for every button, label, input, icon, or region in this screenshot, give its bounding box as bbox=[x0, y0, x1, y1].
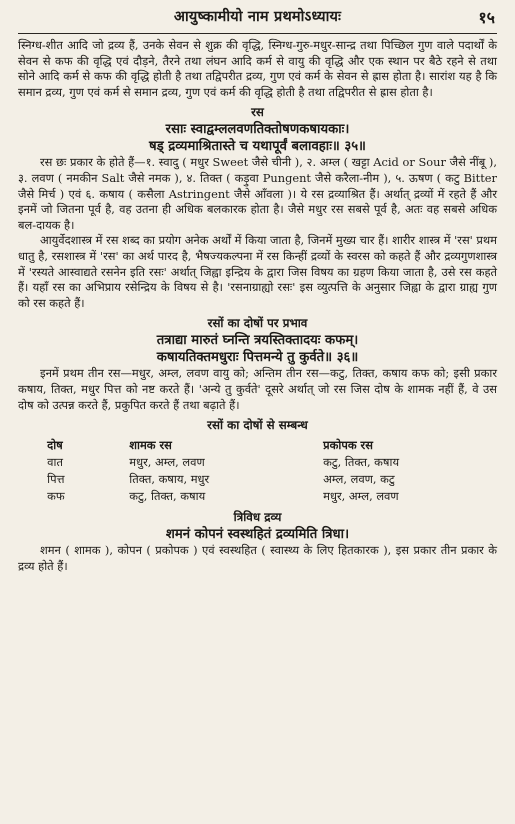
rasa-paragraph-2: आयुर्वेदशास्त्र में रस शब्द का प्रयोग अनेक अर्थों में किया जाता है, जिनमें मुख्य चार हैं। शारीर शास्त्र में 'रस' प्रथम धातु है, रसशास्त्र में 'रस' का अर्थ पारद है, भैषज्यकल्पना में रस किन्हीं द्रव्यों के स्वरस को कहते हैं और द्रव्यगुणशास्त्र में 'रस्यते आस्वाद्यते रसनेन इति रसः' अर्थात् जिह्वा इन्द्रिय के द्वारा जिस विषय का ग्रहण किया जाता है, उसे रस कहते हैं। यहाँ रस का अभिप्राय रसेन्द्रिय के विषय से है। 'रसनाग्राह्यो रसः' इस व्युत्पत्ति के अनुसार जिह्वा के द्वारा ग्राह्य गुण को रस कहते हैं। bbox=[18, 233, 497, 310]
table-cell: मधुर, अम्ल, लवण bbox=[323, 489, 399, 504]
intro-paragraph: स्निग्ध-शीत आदि जो द्रव्य हैं, उनके सेवन से शुक्र की वृद्धि, स्निग्ध-गुरु-मधुर-सान्द्र तथा पिच्छिल गुण वाले पदार्थों के सेवन से कफ की वृद्धि एवं दौड़ने, तैरने तथा लंघन आदि कर्म से वायु की वृद्धि और एक स्थान पर बैठे रहने से तथा सोने आदि कर्म से कफ की वृद्धि होती है तथा तद्विपरीत द्रव्य, गुण एवं कर्म के सेवन से ह्रास होता है। सारांश यह है कि समान द्रव्य, गुण एवं कर्म से समान द्रव्य, गुण एवं कर्म की वृद्धि होती है तथा तद्विपरीत से ह्रास होता है। bbox=[18, 38, 497, 99]
table-cell: कफ bbox=[47, 489, 65, 504]
dravya-verse: शमनं कोपनं स्वस्थहितं द्रव्यमिति त्रिधा। bbox=[165, 527, 350, 543]
relation-table-section bbox=[18, 417, 497, 505]
table-row bbox=[37, 488, 478, 505]
table-header-row bbox=[37, 437, 478, 454]
table-cell: कटु, तिक्त, कषाय bbox=[129, 489, 206, 504]
relation-table-heading: रसों का दोषों से सम्बन्ध bbox=[207, 418, 308, 433]
page-header bbox=[18, 6, 497, 32]
dosha-effect-paragraph: इनमें प्रथम तीन रस—मधुर, अम्ल, लवण वायु को; अन्तिम तीन रस—कटु, तिक्त, कषाय कफ को; इसी प्रकार कषाय, तिक्त, मधुर पित्त को नष्ट करते हैं। 'अन्ये तु कुर्वते' दूसरे अर्थात् जो रस जिस दोष के शामक नहीं हैं, वे उस दोष को उत्पन्न करते हैं, प्रकुपित करते हैं तथा बढ़ाते हैं। bbox=[18, 366, 497, 412]
verse-36-line2: कषायतिक्तमधुराः पित्तमन्ये तु कुर्वते॥ ३६॥ bbox=[156, 350, 359, 366]
table-row bbox=[37, 454, 478, 471]
header-rule bbox=[18, 33, 497, 34]
table-cell: कटु, तिक्त, कषाय bbox=[323, 455, 400, 470]
dosha-effect-section bbox=[18, 315, 497, 413]
rasa-heading: रस bbox=[251, 105, 264, 120]
verse-35-line1: रसाः स्वाद्वम्ललवणतिक्तोषणकषायकाः। bbox=[165, 122, 350, 138]
dravya-paragraph: शमन ( शामक ), कोपन ( प्रकोपक ) एवं स्वस्थहित ( स्वास्थ्य के लिए हितकारक ), इस प्रकार तीन प्रकार के द्रव्य होते हैं। bbox=[18, 543, 497, 573]
column-header-shamak: शामक रस bbox=[129, 438, 172, 453]
table-cell: तिक्त, कषाय, मधुर bbox=[129, 472, 210, 487]
rasa-section bbox=[18, 104, 497, 311]
table-row bbox=[37, 471, 478, 488]
page-number: १५ bbox=[478, 8, 495, 27]
rasa-paragraph-1: रस छः प्रकार के होते हैं—१. स्वादु ( मधुर Sweet जैसे चीनी ), २. अम्ल ( खट्टा Acid or Sour जैसे नींबू ), ३. लवण ( नमकीन Salt जैसे नमक ), ४. तिक्त ( कड़ुवा Pungent जैसे करैला-नीम ), ५. ऊषण ( कटु Bitter जैसे मिर्च ) एवं ६. कषाय ( कसैला Astringent जैसे आँवला )। ये रस द्रव्याश्रित हैं। अर्थात् द्रव्यों में रहते हैं और इनमें जो जितना पूर्व है, वह उतना ही अधिक बलकारक होता है। जैसे मधुर रस सबसे पूर्व है, अतः वह सबसे अधिक बल-दायक है। bbox=[18, 155, 497, 232]
dravya-section bbox=[18, 509, 497, 574]
column-header-prakopak: प्रकोपक रस bbox=[323, 438, 373, 453]
table-cell: पित्त bbox=[47, 472, 65, 487]
table-cell: वात bbox=[47, 455, 63, 470]
column-header-dosha: दोष bbox=[47, 438, 63, 453]
table-cell: मधुर, अम्ल, लवण bbox=[129, 455, 205, 470]
chapter-title: आयुष्कामीयो नाम प्रथमोऽध्यायः bbox=[173, 8, 342, 25]
rasa-dosha-table bbox=[37, 437, 478, 505]
table-cell: अम्ल, लवण, कटु bbox=[323, 472, 395, 487]
verse-35-line2: षड् द्रव्यमाश्रितास्ते च यथापूर्वं बलावहाः॥ ३५॥ bbox=[149, 139, 366, 155]
dosha-effect-heading: रसों का दोषों पर प्रभाव bbox=[207, 316, 308, 331]
dravya-heading: त्रिविध द्रव्य bbox=[233, 510, 282, 525]
verse-36-line1: तत्राद्या मारुतं घ्नन्ति त्रयस्तिक्तादयः कफम्। bbox=[156, 333, 359, 349]
